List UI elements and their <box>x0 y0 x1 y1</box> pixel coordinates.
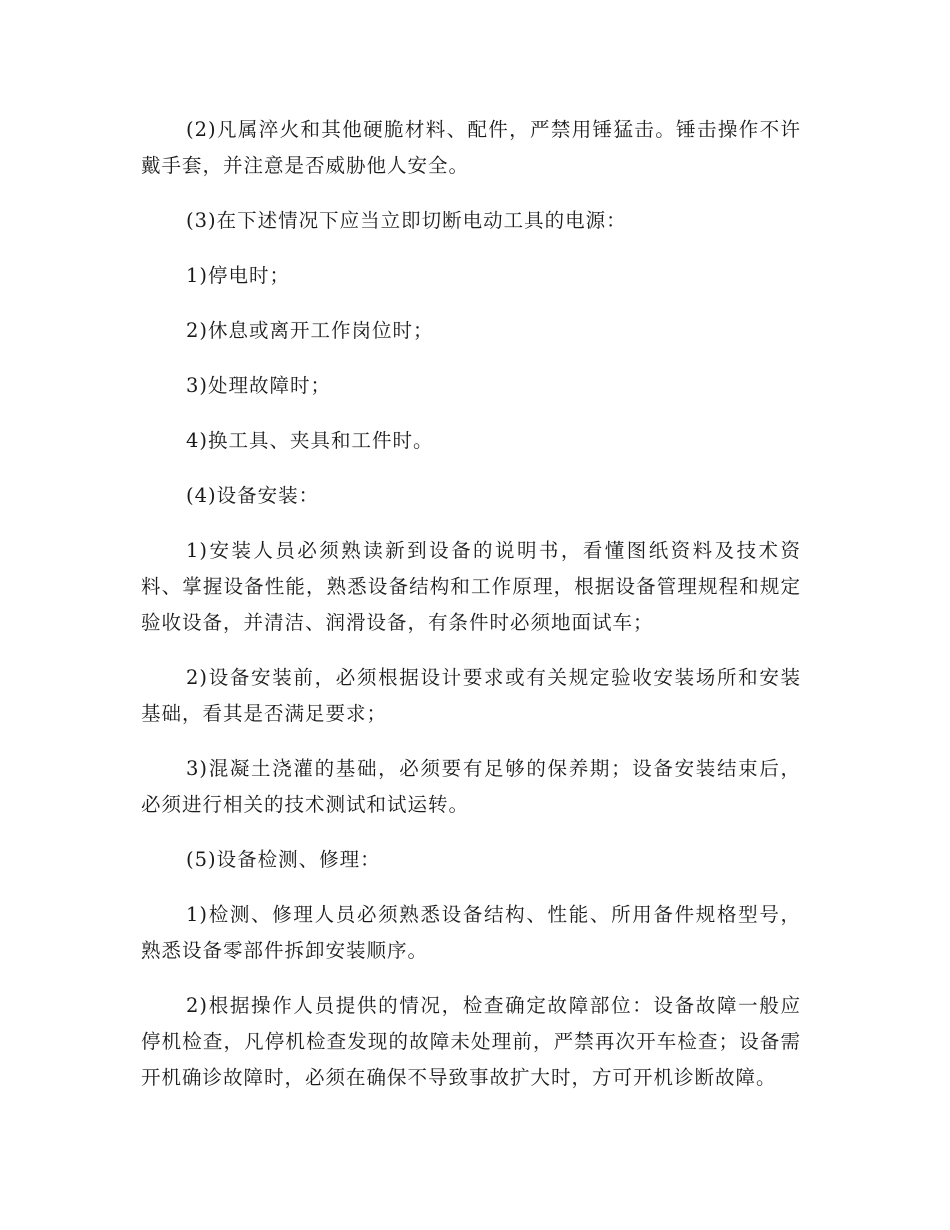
paragraph-install-3: 3)混凝土浇灌的基础，必须要有足够的保养期；设备安装结束后，必须进行相关的技术测试和试运转。 <box>141 757 801 816</box>
paragraph-item-3-cut-power: (3)在下述情况下应当立即切断电动工具的电源： <box>186 209 627 232</box>
paragraph-repair-2: 2)根据操作人员提供的情况，检查确定故障部位：设备故障一般应停机检查，凡停机检查发现的故障未处理前，严禁再次开车检查；设备需开机确诊故障时，必须在确保不导致事故扩大时，方可开机诊断故障。 <box>141 994 801 1089</box>
paragraph-repair-1: 1)检测、修理人员必须熟悉设备结构、性能、所用备件规格型号，熟悉设备零部件拆卸安装顺序。 <box>141 903 801 962</box>
paragraph-subitem-change-tools: 4)换工具、夹具和工件时。 <box>186 429 434 452</box>
paragraph-item-5-inspection-repair: (5)设备检测、修理： <box>186 848 381 871</box>
paragraph-item-4-equipment-install: (4)设备安装： <box>186 484 320 507</box>
paragraph-subitem-power-outage: 1)停电时； <box>186 264 291 287</box>
document-page <box>141 0 801 1115</box>
paragraph-install-1: 1)安装人员必须熟读新到设备的说明书，看懂图纸资料及技术资料、掌握设备性能，熟悉设备结构和工作原理，根据设备管理规程和规定验收设备，并清洁、润滑设备，有条件时必须地面试车； <box>141 539 801 634</box>
paragraph-subitem-handle-fault: 3)处理故障时； <box>186 374 332 397</box>
paragraph-item-2-hardened-parts: (2)凡属淬火和其他硬脆材料、配件，严禁用锤猛击。锤击操作不许戴手套，并注意是否威胁他人安全。 <box>141 118 801 177</box>
paragraph-install-2: 2)设备安装前，必须根据设计要求或有关规定验收安装场所和安装基础，看其是否满足要求； <box>141 666 801 725</box>
paragraph-subitem-rest-or-leave: 2)休息或离开工作岗位时； <box>186 319 434 342</box>
